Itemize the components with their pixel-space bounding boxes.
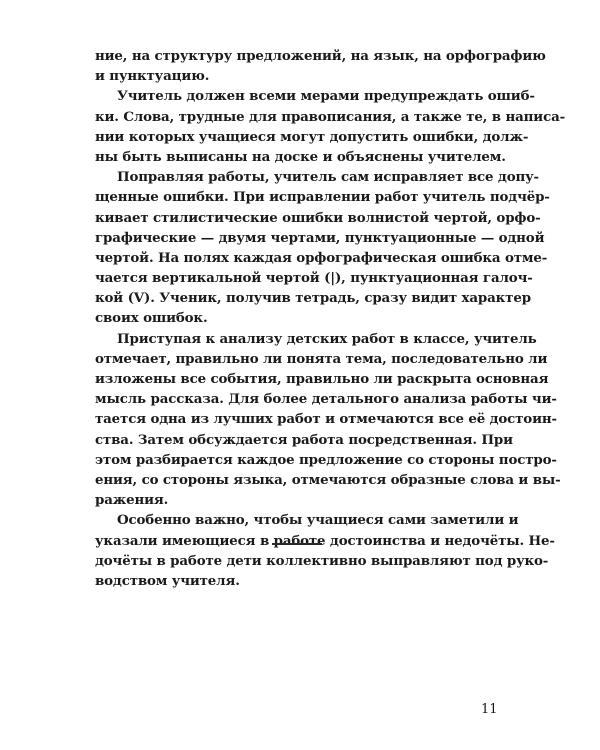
text-line: Приступая к анализу детских работ в классе, учитель [117, 330, 537, 347]
paragraph [95, 329, 561, 511]
text-line: ражения. [95, 492, 169, 509]
text-line: Учитель должен всеми мерами предупреждать ошиб- [117, 88, 535, 105]
text-line: графические — двумя чертами, пунктуационные — одной [95, 229, 545, 246]
text-line: кой (V). Ученик, получив тетрадь, сразу видит характер [95, 290, 531, 307]
text-line: Особенно важно, чтобы учащиеся сами заметили и [117, 512, 519, 529]
paragraph [95, 167, 550, 329]
text-line: ние, на структуру предложений, на язык, на орфографию [95, 48, 546, 64]
text-line: ения, со стороны языка, отмечаются образные слова и вы- [95, 471, 561, 488]
text-line: своих ошибок. [95, 310, 208, 327]
text-line: и пунктуацию. [95, 68, 210, 85]
text-line: чается вертикальной чертой (|), пунктуационная галоч- [95, 270, 533, 287]
text-line: изложены все события, правильно ли раскрыта основная [95, 371, 549, 387]
text-line: дочёты в работе дети коллективно выправляют под руко- [95, 552, 549, 569]
text-line: нии которых учащиеся могут допустить ошибки, долж- [95, 128, 529, 145]
text-line: тается одна из лучших работ и отмечаются все её достоин- [95, 411, 557, 428]
text-line: ны быть выписаны на доске и объяснены учителем. [95, 148, 506, 165]
text-line: указали имеющиеся в работе достоинства и недочёты. Не- [95, 532, 555, 549]
page-number: 11 [481, 702, 498, 717]
text-line: водством учителя. [95, 572, 240, 589]
text-line: чертой. На полях каждая орфографическая ошибка отме- [95, 249, 548, 266]
text-line: ства. Затем обсуждается работа посредственная. При [95, 431, 513, 448]
body-text [95, 46, 566, 591]
paragraph [95, 510, 555, 591]
text-line: Поправляя работы, учитель сам исправляет все допу- [117, 169, 539, 186]
text-line: мысль рассказа. Для более детального анализа работы чи- [95, 391, 557, 408]
text-line: ки. Слова, трудные для правописания, а также те, в написа- [95, 108, 566, 125]
text-line: отмечает, правильно ли понята тема, последовательно ли [95, 350, 548, 367]
paragraph [95, 86, 566, 167]
paragraph [95, 46, 546, 86]
text-line: кивает стилистические ошибки волнистой чертой, орфо- [95, 209, 541, 226]
text-line: этом разбирается каждое предложение со стороны постро- [95, 451, 557, 468]
text-line: щенные ошибки. При исправлении работ учитель подчёр- [95, 189, 550, 206]
section-divider-rule [272, 543, 322, 545]
